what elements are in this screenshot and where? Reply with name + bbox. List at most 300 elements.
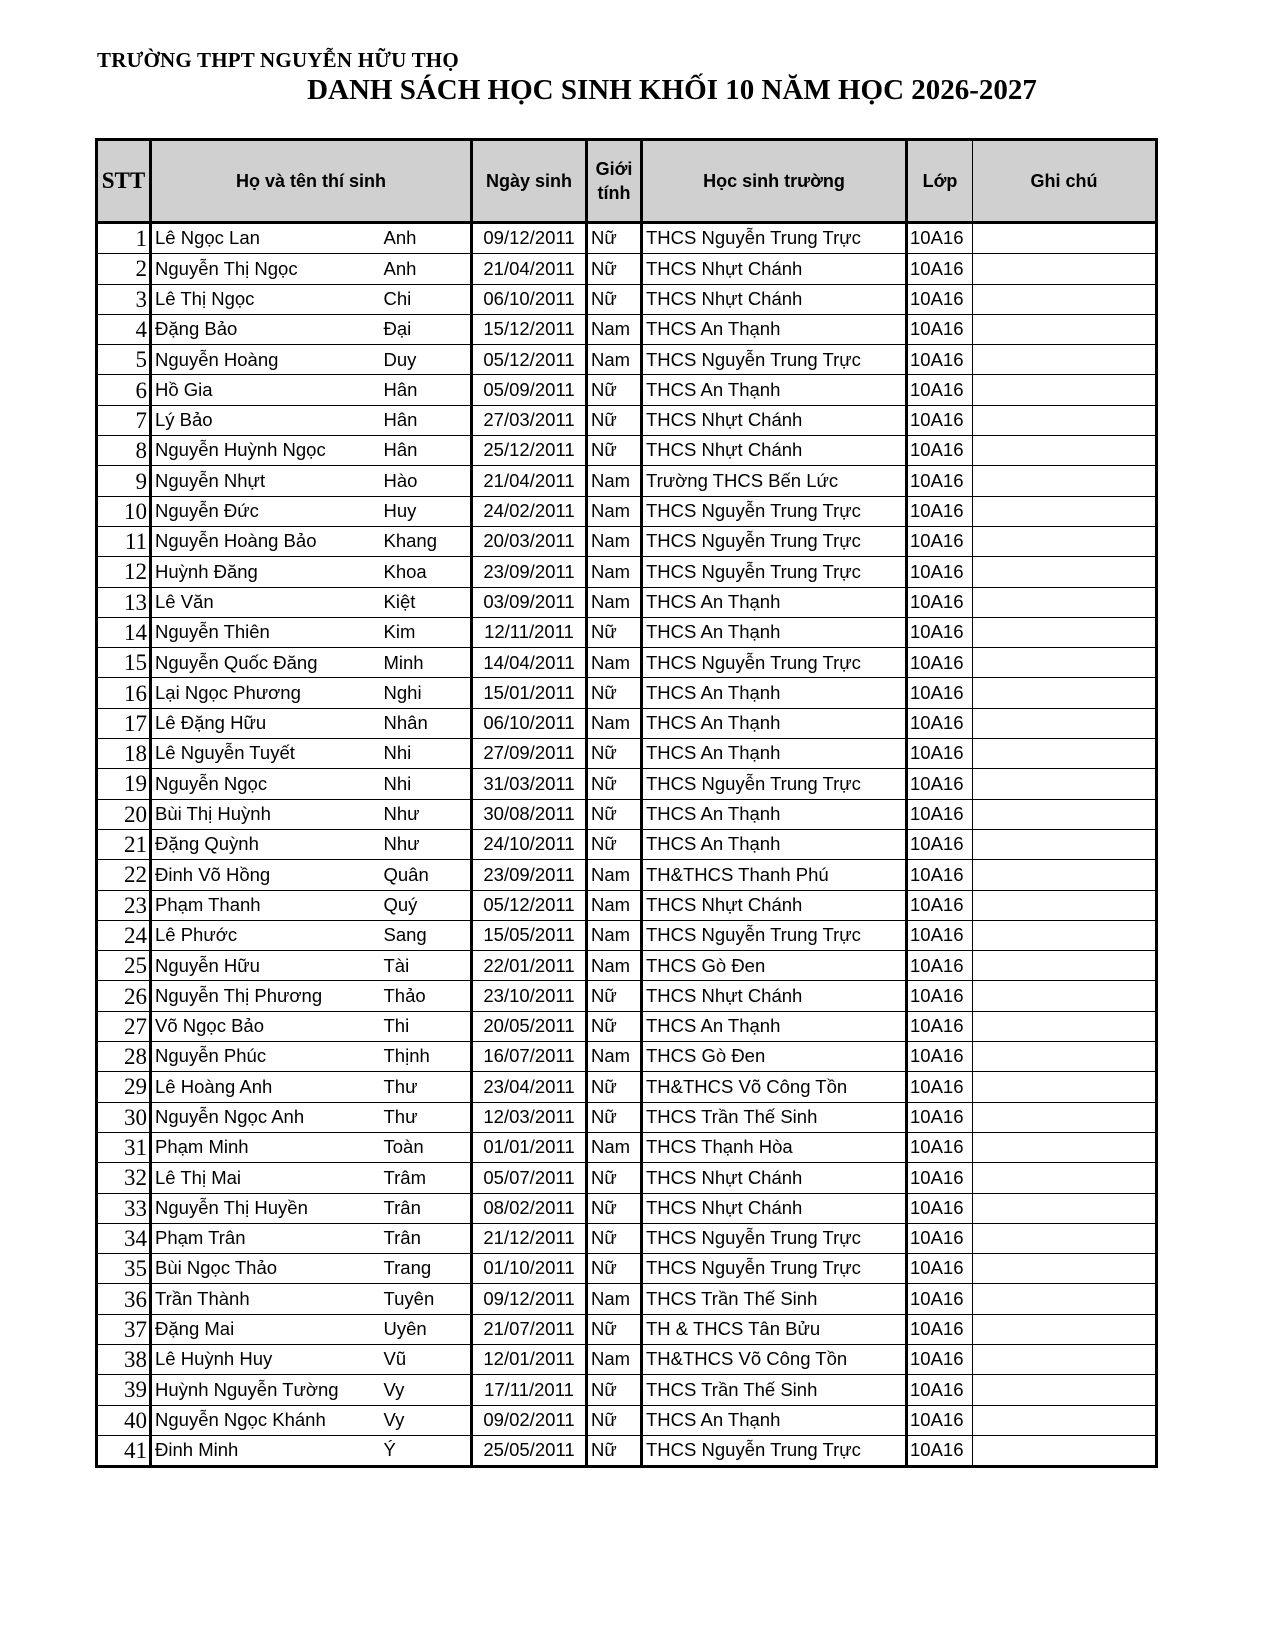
- given-name-cell: Hào: [381, 466, 472, 496]
- given-name-cell: Trang: [381, 1254, 472, 1284]
- school-cell: THCS Nguyễn Trung Trực: [642, 526, 907, 556]
- dob-cell: 21/04/2011: [472, 254, 587, 284]
- dob-cell: 12/11/2011: [472, 617, 587, 647]
- given-name-cell: Hân: [381, 405, 472, 435]
- gender-cell: Nữ: [587, 1193, 642, 1223]
- school-cell: THCS An Thạnh: [642, 587, 907, 617]
- given-name-cell: Như: [381, 799, 472, 829]
- table-row: [97, 375, 1157, 405]
- stt-cell: 14: [97, 617, 151, 647]
- stt-cell: 25: [97, 951, 151, 981]
- gender-cell: Nam: [587, 345, 642, 375]
- school-cell: THCS An Thạnh: [642, 708, 907, 738]
- table-row: [97, 1132, 1157, 1162]
- stt-cell: 18: [97, 739, 151, 769]
- gender-cell: Nam: [587, 1132, 642, 1162]
- given-name-cell: Chi: [381, 284, 472, 314]
- dob-cell: 06/10/2011: [472, 708, 587, 738]
- given-name-cell: Nhi: [381, 739, 472, 769]
- dob-cell: 27/03/2011: [472, 405, 587, 435]
- stt-cell: 23: [97, 890, 151, 920]
- class-cell: 10A16: [907, 1042, 973, 1072]
- school-cell: THCS Nhựt Chánh: [642, 981, 907, 1011]
- gender-cell: Nam: [587, 526, 642, 556]
- class-cell: 10A16: [907, 617, 973, 647]
- column-header-dob: Ngày sinh: [472, 140, 587, 223]
- class-cell: 10A16: [907, 981, 973, 1011]
- dob-cell: 15/05/2011: [472, 920, 587, 950]
- school-name: TRƯỜNG THPT NGUYỄN HỮU THỌ: [97, 48, 459, 72]
- dob-cell: 09/12/2011: [472, 1284, 587, 1314]
- stt-cell: 29: [97, 1072, 151, 1102]
- class-cell: 10A16: [907, 587, 973, 617]
- dob-cell: 14/04/2011: [472, 648, 587, 678]
- stt-cell: 19: [97, 769, 151, 799]
- school-cell: TH&THCS Thanh Phú: [642, 860, 907, 890]
- class-cell: 10A16: [907, 1102, 973, 1132]
- gender-cell: Nữ: [587, 981, 642, 1011]
- given-name-cell: Trân: [381, 1193, 472, 1223]
- gender-cell: Nam: [587, 557, 642, 587]
- surname-cell: Đặng Mai: [151, 1314, 381, 1344]
- surname-cell: Lý Bảo: [151, 405, 381, 435]
- table-row: [97, 1435, 1157, 1466]
- stt-cell: 20: [97, 799, 151, 829]
- dob-cell: 05/07/2011: [472, 1163, 587, 1193]
- table-row: [97, 254, 1157, 284]
- note-cell: [973, 1284, 1157, 1314]
- dob-cell: 06/10/2011: [472, 284, 587, 314]
- gender-cell: Nam: [587, 314, 642, 344]
- dob-cell: 25/12/2011: [472, 436, 587, 466]
- table-row: [97, 496, 1157, 526]
- dob-cell: 21/07/2011: [472, 1314, 587, 1344]
- given-name-cell: Nhân: [381, 708, 472, 738]
- school-cell: THCS An Thạnh: [642, 1405, 907, 1435]
- class-cell: 10A16: [907, 314, 973, 344]
- given-name-cell: Khoa: [381, 557, 472, 587]
- dob-cell: 30/08/2011: [472, 799, 587, 829]
- surname-cell: Phạm Trân: [151, 1223, 381, 1253]
- school-cell: THCS Nhựt Chánh: [642, 1163, 907, 1193]
- gender-cell: Nữ: [587, 1375, 642, 1405]
- class-cell: 10A16: [907, 920, 973, 950]
- class-cell: 10A16: [907, 1072, 973, 1102]
- school-cell: THCS An Thạnh: [642, 799, 907, 829]
- class-cell: 10A16: [907, 557, 973, 587]
- given-name-cell: Quý: [381, 890, 472, 920]
- gender-cell: Nữ: [587, 799, 642, 829]
- dob-cell: 03/09/2011: [472, 587, 587, 617]
- school-cell: THCS Nguyễn Trung Trực: [642, 557, 907, 587]
- dob-cell: 22/01/2011: [472, 951, 587, 981]
- school-cell: THCS An Thạnh: [642, 1011, 907, 1041]
- given-name-cell: Kim: [381, 617, 472, 647]
- note-cell: [973, 617, 1157, 647]
- class-cell: 10A16: [907, 648, 973, 678]
- school-cell: THCS Nhựt Chánh: [642, 284, 907, 314]
- table-row: [97, 557, 1157, 587]
- school-cell: THCS Nhựt Chánh: [642, 890, 907, 920]
- class-cell: 10A16: [907, 496, 973, 526]
- dob-cell: 15/12/2011: [472, 314, 587, 344]
- stt-cell: 10: [97, 496, 151, 526]
- table-row: [97, 617, 1157, 647]
- stt-cell: 26: [97, 981, 151, 1011]
- dob-cell: 23/10/2011: [472, 981, 587, 1011]
- given-name-cell: Vy: [381, 1405, 472, 1435]
- given-name-cell: Trân: [381, 1223, 472, 1253]
- stt-cell: 36: [97, 1284, 151, 1314]
- dob-cell: 08/02/2011: [472, 1193, 587, 1223]
- dob-cell: 23/09/2011: [472, 557, 587, 587]
- surname-cell: Lê Thị Mai: [151, 1163, 381, 1193]
- column-header-gender-line1: Giới: [595, 158, 633, 179]
- class-cell: 10A16: [907, 1344, 973, 1374]
- given-name-cell: Đại: [381, 314, 472, 344]
- dob-cell: 25/05/2011: [472, 1435, 587, 1466]
- note-cell: [973, 860, 1157, 890]
- table-row: [97, 1314, 1157, 1344]
- dob-cell: 20/05/2011: [472, 1011, 587, 1041]
- dob-cell: 23/09/2011: [472, 860, 587, 890]
- dob-cell: 31/03/2011: [472, 769, 587, 799]
- dob-cell: 21/12/2011: [472, 1223, 587, 1253]
- stt-cell: 13: [97, 587, 151, 617]
- table-row: [97, 739, 1157, 769]
- note-cell: [973, 890, 1157, 920]
- class-cell: 10A16: [907, 1254, 973, 1284]
- gender-cell: Nữ: [587, 617, 642, 647]
- given-name-cell: Huy: [381, 496, 472, 526]
- table-body: [97, 223, 1157, 1467]
- school-cell: THCS An Thạnh: [642, 678, 907, 708]
- given-name-cell: Khang: [381, 526, 472, 556]
- dob-cell: 09/12/2011: [472, 223, 587, 254]
- note-cell: [973, 1314, 1157, 1344]
- stt-cell: 22: [97, 860, 151, 890]
- surname-cell: Lê Nguyễn Tuyết: [151, 739, 381, 769]
- school-cell: THCS Nguyễn Trung Trực: [642, 920, 907, 950]
- note-cell: [973, 254, 1157, 284]
- surname-cell: Nguyễn Nhựt: [151, 466, 381, 496]
- stt-cell: 4: [97, 314, 151, 344]
- note-cell: [973, 769, 1157, 799]
- surname-cell: Lê Huỳnh Huy: [151, 1344, 381, 1374]
- given-name-cell: Tuyên: [381, 1284, 472, 1314]
- school-cell: THCS Gò Đen: [642, 1042, 907, 1072]
- dob-cell: 09/02/2011: [472, 1405, 587, 1435]
- given-name-cell: Trâm: [381, 1163, 472, 1193]
- note-cell: [973, 829, 1157, 859]
- column-header-class: Lớp: [907, 140, 973, 223]
- table-row: [97, 314, 1157, 344]
- surname-cell: Nguyễn Hoàng: [151, 345, 381, 375]
- surname-cell: Nguyễn Ngọc: [151, 769, 381, 799]
- school-cell: TH & THCS Tân Bửu: [642, 1314, 907, 1344]
- gender-cell: Nữ: [587, 1223, 642, 1253]
- class-cell: 10A16: [907, 951, 973, 981]
- surname-cell: Lê Đặng Hữu: [151, 708, 381, 738]
- surname-cell: Bùi Ngọc Thảo: [151, 1254, 381, 1284]
- note-cell: [973, 1163, 1157, 1193]
- note-cell: [973, 1132, 1157, 1162]
- class-cell: 10A16: [907, 223, 973, 254]
- note-cell: [973, 678, 1157, 708]
- table-row: [97, 1375, 1157, 1405]
- dob-cell: 24/02/2011: [472, 496, 587, 526]
- note-cell: [973, 648, 1157, 678]
- class-cell: 10A16: [907, 829, 973, 859]
- gender-cell: Nữ: [587, 436, 642, 466]
- surname-cell: Hồ Gia: [151, 375, 381, 405]
- table-row: [97, 829, 1157, 859]
- table-row: [97, 587, 1157, 617]
- surname-cell: Nguyễn Thị Ngọc: [151, 254, 381, 284]
- given-name-cell: Thư: [381, 1102, 472, 1132]
- school-cell: THCS Nhựt Chánh: [642, 436, 907, 466]
- note-cell: [973, 708, 1157, 738]
- class-cell: 10A16: [907, 1193, 973, 1223]
- surname-cell: Đặng Quỳnh: [151, 829, 381, 859]
- gender-cell: Nữ: [587, 254, 642, 284]
- school-cell: THCS An Thạnh: [642, 375, 907, 405]
- stt-cell: 41: [97, 1435, 151, 1466]
- class-cell: 10A16: [907, 436, 973, 466]
- column-header-gender-line2: tính: [597, 183, 631, 203]
- class-cell: 10A16: [907, 345, 973, 375]
- table-row: [97, 1344, 1157, 1374]
- stt-cell: 16: [97, 678, 151, 708]
- given-name-cell: Hân: [381, 375, 472, 405]
- given-name-cell: Thảo: [381, 981, 472, 1011]
- stt-cell: 31: [97, 1132, 151, 1162]
- table-row: [97, 1254, 1157, 1284]
- table-row: [97, 1102, 1157, 1132]
- table-row: [97, 890, 1157, 920]
- surname-cell: Bùi Thị Huỳnh: [151, 799, 381, 829]
- given-name-cell: Ý: [381, 1435, 472, 1466]
- column-header-name: Họ và tên thí sinh: [151, 140, 472, 223]
- stt-cell: 2: [97, 254, 151, 284]
- dob-cell: 23/04/2011: [472, 1072, 587, 1102]
- note-cell: [973, 557, 1157, 587]
- stt-cell: 12: [97, 557, 151, 587]
- class-cell: 10A16: [907, 254, 973, 284]
- table-row: [97, 223, 1157, 254]
- school-cell: THCS Trần Thế Sinh: [642, 1284, 907, 1314]
- surname-cell: Đặng Bảo: [151, 314, 381, 344]
- note-cell: [973, 1375, 1157, 1405]
- stt-cell: 5: [97, 345, 151, 375]
- gender-cell: Nữ: [587, 829, 642, 859]
- table-row: [97, 951, 1157, 981]
- stt-cell: 35: [97, 1254, 151, 1284]
- given-name-cell: Minh: [381, 648, 472, 678]
- gender-cell: Nam: [587, 890, 642, 920]
- dob-cell: 21/04/2011: [472, 466, 587, 496]
- school-cell: THCS Thạnh Hòa: [642, 1132, 907, 1162]
- note-cell: [973, 436, 1157, 466]
- note-cell: [973, 466, 1157, 496]
- given-name-cell: Duy: [381, 345, 472, 375]
- stt-cell: 1: [97, 223, 151, 254]
- school-cell: THCS Nguyễn Trung Trực: [642, 769, 907, 799]
- school-cell: THCS Trần Thế Sinh: [642, 1375, 907, 1405]
- gender-cell: Nam: [587, 708, 642, 738]
- table-row: [97, 648, 1157, 678]
- given-name-cell: Vũ: [381, 1344, 472, 1374]
- gender-cell: Nữ: [587, 1011, 642, 1041]
- surname-cell: Huỳnh Nguyễn Tường: [151, 1375, 381, 1405]
- table-row: [97, 1223, 1157, 1253]
- gender-cell: Nam: [587, 920, 642, 950]
- given-name-cell: Anh: [381, 223, 472, 254]
- surname-cell: Huỳnh Đăng: [151, 557, 381, 587]
- note-cell: [973, 526, 1157, 556]
- class-cell: 10A16: [907, 375, 973, 405]
- class-cell: 10A16: [907, 1163, 973, 1193]
- school-cell: THCS Nguyễn Trung Trực: [642, 496, 907, 526]
- surname-cell: Nguyễn Ngọc Anh: [151, 1102, 381, 1132]
- table-row: [97, 1163, 1157, 1193]
- stt-cell: 30: [97, 1102, 151, 1132]
- given-name-cell: Thư: [381, 1072, 472, 1102]
- school-cell: THCS Nguyễn Trung Trực: [642, 1223, 907, 1253]
- class-cell: 10A16: [907, 466, 973, 496]
- dob-cell: 15/01/2011: [472, 678, 587, 708]
- note-cell: [973, 1011, 1157, 1041]
- school-cell: TH&THCS Võ Công Tồn: [642, 1072, 907, 1102]
- table-row: [97, 405, 1157, 435]
- gender-cell: Nữ: [587, 1102, 642, 1132]
- surname-cell: Lại Ngọc Phương: [151, 678, 381, 708]
- surname-cell: Nguyễn Ngọc Khánh: [151, 1405, 381, 1435]
- gender-cell: Nam: [587, 860, 642, 890]
- dob-cell: 01/01/2011: [472, 1132, 587, 1162]
- school-cell: THCS Trần Thế Sinh: [642, 1102, 907, 1132]
- gender-cell: Nữ: [587, 1435, 642, 1466]
- table-row: [97, 1042, 1157, 1072]
- note-cell: [973, 951, 1157, 981]
- note-cell: [973, 1254, 1157, 1284]
- note-cell: [973, 739, 1157, 769]
- dob-cell: 27/09/2011: [472, 739, 587, 769]
- surname-cell: Nguyễn Thị Huyền: [151, 1193, 381, 1223]
- given-name-cell: Toàn: [381, 1132, 472, 1162]
- surname-cell: Nguyễn Thiên: [151, 617, 381, 647]
- table-header-row: [97, 140, 1157, 223]
- dob-cell: 05/09/2011: [472, 375, 587, 405]
- stt-cell: 8: [97, 436, 151, 466]
- class-cell: 10A16: [907, 1132, 973, 1162]
- gender-cell: Nữ: [587, 284, 642, 314]
- surname-cell: Trần Thành: [151, 1284, 381, 1314]
- stt-cell: 15: [97, 648, 151, 678]
- given-name-cell: Hân: [381, 436, 472, 466]
- class-cell: 10A16: [907, 284, 973, 314]
- note-cell: [973, 920, 1157, 950]
- column-header-note: Ghi chú: [973, 140, 1157, 223]
- stt-cell: 32: [97, 1163, 151, 1193]
- gender-cell: Nữ: [587, 223, 642, 254]
- gender-cell: Nam: [587, 1344, 642, 1374]
- note-cell: [973, 314, 1157, 344]
- school-cell: THCS An Thạnh: [642, 314, 907, 344]
- table-row: [97, 345, 1157, 375]
- gender-cell: Nam: [587, 1042, 642, 1072]
- dob-cell: 17/11/2011: [472, 1375, 587, 1405]
- gender-cell: Nữ: [587, 375, 642, 405]
- class-cell: 10A16: [907, 678, 973, 708]
- stt-cell: 24: [97, 920, 151, 950]
- stt-cell: 9: [97, 466, 151, 496]
- given-name-cell: Anh: [381, 254, 472, 284]
- class-cell: 10A16: [907, 860, 973, 890]
- class-cell: 10A16: [907, 799, 973, 829]
- class-cell: 10A16: [907, 1284, 973, 1314]
- surname-cell: Lê Ngọc Lan: [151, 223, 381, 254]
- surname-cell: Lê Văn: [151, 587, 381, 617]
- stt-cell: 11: [97, 526, 151, 556]
- gender-cell: Nữ: [587, 739, 642, 769]
- stt-cell: 37: [97, 1314, 151, 1344]
- surname-cell: Phạm Minh: [151, 1132, 381, 1162]
- column-header-school: Học sinh trường: [642, 140, 907, 223]
- stt-cell: 21: [97, 829, 151, 859]
- school-cell: THCS Nhựt Chánh: [642, 254, 907, 284]
- surname-cell: Võ Ngọc Bảo: [151, 1011, 381, 1041]
- school-cell: THCS Nguyễn Trung Trực: [642, 1254, 907, 1284]
- gender-cell: Nữ: [587, 769, 642, 799]
- gender-cell: Nam: [587, 496, 642, 526]
- gender-cell: Nữ: [587, 1314, 642, 1344]
- gender-cell: Nữ: [587, 405, 642, 435]
- surname-cell: Nguyễn Đức: [151, 496, 381, 526]
- note-cell: [973, 345, 1157, 375]
- note-cell: [973, 223, 1157, 254]
- stt-cell: 27: [97, 1011, 151, 1041]
- class-cell: 10A16: [907, 405, 973, 435]
- note-cell: [973, 1193, 1157, 1223]
- table-row: [97, 1405, 1157, 1435]
- school-cell: THCS An Thạnh: [642, 739, 907, 769]
- class-cell: 10A16: [907, 769, 973, 799]
- surname-cell: Nguyễn Huỳnh Ngọc: [151, 436, 381, 466]
- dob-cell: 16/07/2011: [472, 1042, 587, 1072]
- dob-cell: 05/12/2011: [472, 345, 587, 375]
- stt-cell: 3: [97, 284, 151, 314]
- class-cell: 10A16: [907, 1435, 973, 1466]
- given-name-cell: Thi: [381, 1011, 472, 1041]
- school-cell: TH&THCS Võ Công Tồn: [642, 1344, 907, 1374]
- class-cell: 10A16: [907, 526, 973, 556]
- school-cell: Trường THCS Bến Lức: [642, 466, 907, 496]
- given-name-cell: Như: [381, 829, 472, 859]
- gender-cell: Nam: [587, 466, 642, 496]
- school-cell: THCS An Thạnh: [642, 829, 907, 859]
- gender-cell: Nữ: [587, 1405, 642, 1435]
- stt-cell: 34: [97, 1223, 151, 1253]
- note-cell: [973, 1072, 1157, 1102]
- given-name-cell: Thịnh: [381, 1042, 472, 1072]
- surname-cell: Lê Hoàng Anh: [151, 1072, 381, 1102]
- table-row: [97, 920, 1157, 950]
- note-cell: [973, 1102, 1157, 1132]
- column-header-stt: STT: [97, 140, 151, 223]
- given-name-cell: Tài: [381, 951, 472, 981]
- class-cell: 10A16: [907, 1375, 973, 1405]
